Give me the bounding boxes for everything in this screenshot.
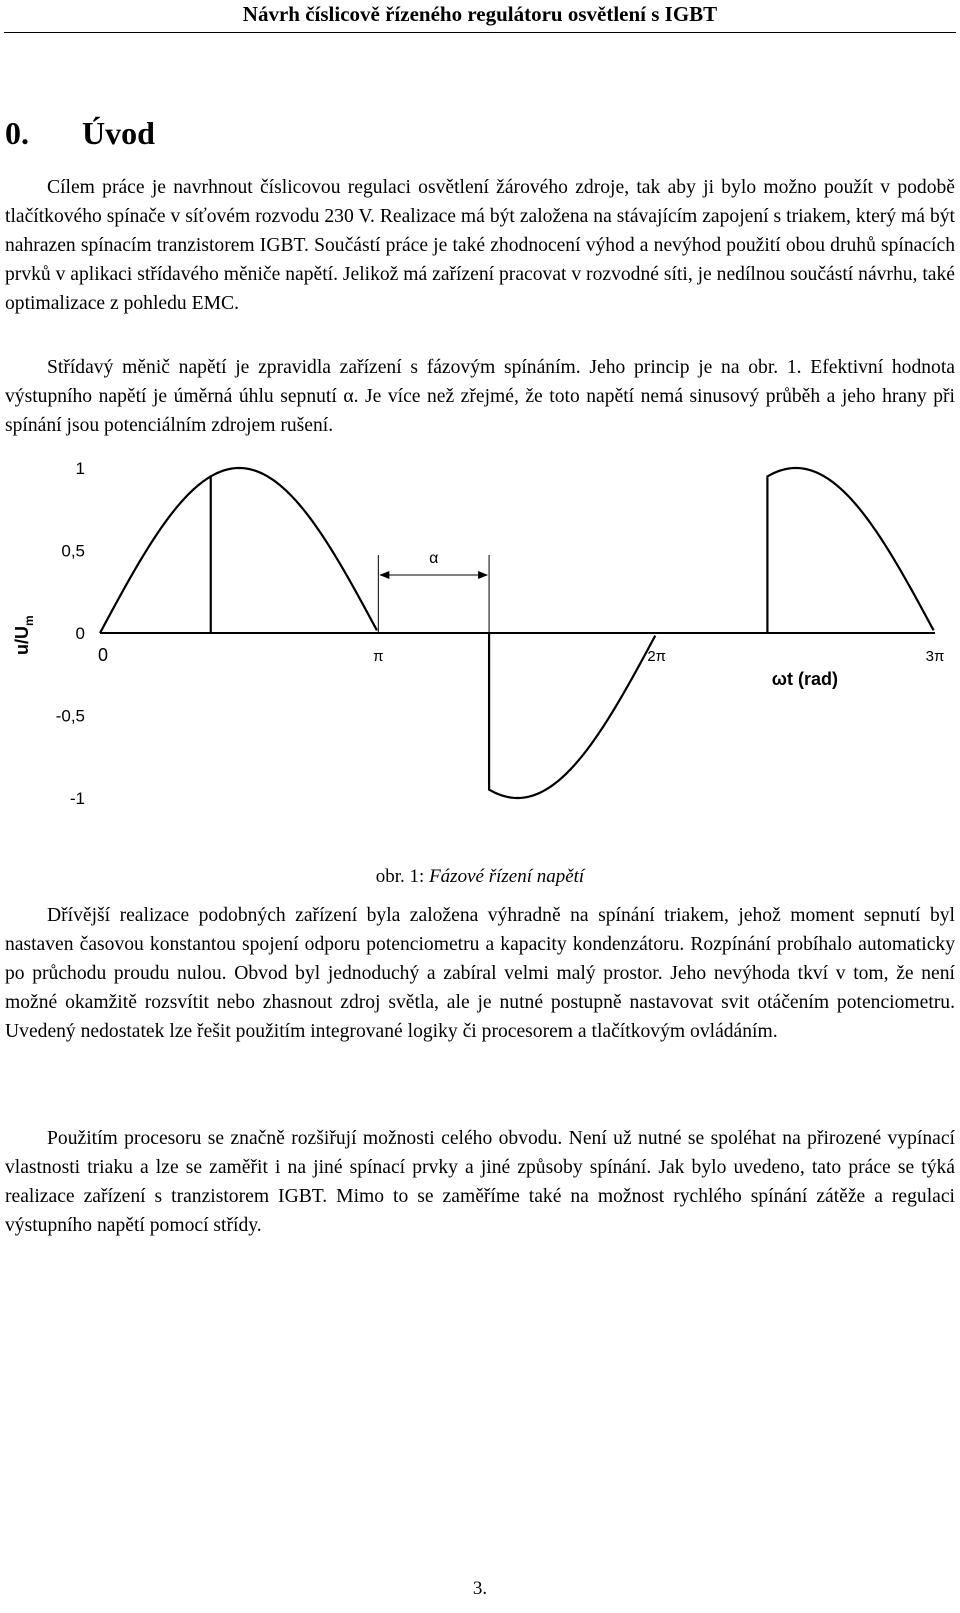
y-tick-label: 1: [75, 459, 85, 478]
y-axis-label: $u/U_m$: [12, 615, 36, 655]
waveform-lead-segment: [100, 476, 211, 633]
caption-text: Fázové řízení napětí: [424, 866, 585, 887]
x-tick-label: 2π: [647, 648, 667, 665]
alpha-arrow-head-left: [379, 571, 389, 579]
header-rule: [4, 32, 956, 33]
paragraph-processor: Použitím procesoru se značně rozšiřují možnosti celého obvodu. Není už nutné se spoléhat na přirozené vypínací vlastnosti triaku a lze se zaměřit i na jiné spínací prvky a jiné způsoby spínání. Jak bylo uvedeno, tato práce se týká realizace zařízení s tranzistorem IGBT. Mimo to se zaměříme také na možnost rychlého spínání zátěže a regulaci výstupního napětí pomocí střídy.: [5, 1128, 955, 1236]
running-header: Návrh číslicově řízeného regulátoru osvětlení s IGBT: [242, 2, 718, 26]
x-tick-label: 3π: [925, 648, 945, 665]
phase-control-figure: [0, 450, 960, 840]
figure-caption: [0, 866, 960, 888]
chapter-heading: [5, 115, 155, 152]
x-tick-label: π: [373, 648, 384, 665]
y-tick-label: 0,5: [61, 541, 85, 561]
y-tick-label: 0: [75, 624, 85, 643]
x-tick-label: 0: [98, 645, 109, 665]
y-tick-label: -1: [69, 789, 85, 808]
alpha-label: α: [429, 550, 439, 567]
paragraph-history: Dřívější realizace podobných zařízení byla založena výhradně na spínání triakem, jehož moment sepnutí byl nastaven časovou konstantou spojení odporu potenciometru a kapacity kondenzátoru. Rozpínání probíhalo automaticky po průchodu proudu nulou. Obvod byl jednoduchý a zabíral velmi malý prostor. Jeho nevýhoda tkví v tom, že není možné okamžitě rozsvítit nebo zhasnout zdroj světla, ale je nutné postupně nastavovat svit otáčením potenciometru. Uvedený nedostatek lze řešit použitím integrované logiky či procesorem a tlačítkovým ovládáním.: [5, 905, 955, 1042]
x-axis-label: ωt (rad): [771, 669, 838, 689]
y-tick-label: -0,5: [55, 706, 85, 726]
paragraph-intro: Cílem práce je navrhnout číslicovou regulaci osvětlení žárového zdroje, tak aby ji bylo možno použít v podobě tlačítkového spínače v síťovém rozvodu 230 V. Realizace má být založena na stávajícím zapojení s triakem, který má být nahrazen spínacím tranzistorem IGBT. Součástí práce je také zhodnocení výhod a nevýhod použití obou druhů spínacích prvků v aplikaci střídavého měniče napětí. Jelikož má zařízení pracovat v rozvodné síti, je nedílnou součástí návrhu, také optimalizace z pohledu EMC.: [5, 177, 955, 314]
y-axis-label-subscript: m: [22, 615, 36, 626]
phase-control-chart: [0, 450, 960, 840]
alpha-arrow-head-right: [478, 571, 488, 579]
chapter-title: Úvod: [82, 115, 155, 151]
page-number: 3.: [472, 1578, 488, 1599]
paragraph-principle: Střídavý měnič napětí je zpravidla zařízení s fázovým spínáním. Jeho princip je na obr. 1. Efektivní hodnota výstupního napětí je úměrná úhlu sepnutí α. Je více než zřejmé, že toto napětí nemá sinusový průběh a jeho hrany při spínání jsou potenciálním zdrojem rušení.: [5, 357, 955, 436]
caption-lead: obr. 1:: [375, 866, 425, 887]
chapter-number: 0.: [5, 115, 29, 151]
